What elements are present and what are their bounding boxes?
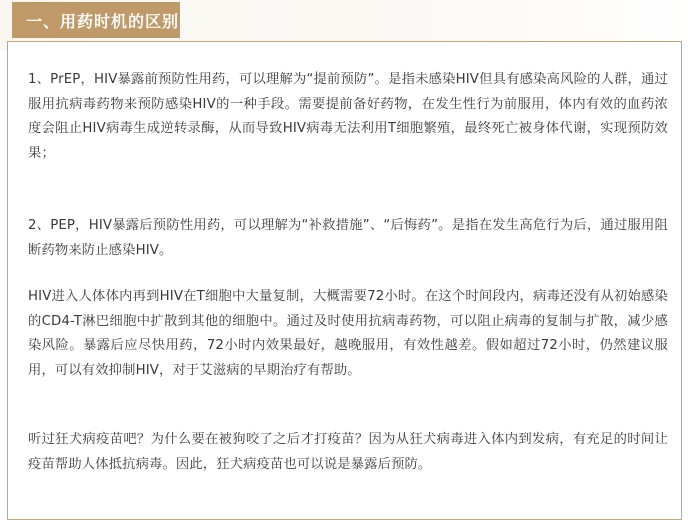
paragraph-rabies-vaccine: 听过狂犬病疫苗吧？为什么要在被狗咬了之后才打疫苗？因为从狂犬病毒进入体内到发病，有充足的时间让疫苗帮助人体抵抗病毒。因此，狂犬病疫苗也可以说是暴露后预防。 <box>28 432 668 472</box>
section-title-tab <box>12 2 180 38</box>
content-box <box>7 41 682 520</box>
paragraph-pep: 2、PEP，HIV暴露后预防性用药，可以理解为“补救措施”、“后悔药”。是指在发生高危行为后，通过服用阻断药物来防止感染HIV。 <box>28 218 668 258</box>
paragraph-prep: 1、PrEP，HIV暴露前预防性用药，可以理解为“提前预防”。是指未感染HIV但具有感染高风险的人群，通过服用抗病毒药物来预防感染HIV的一种手段。需要提前备好药物，在发生性行为前服用，体内有效的血药浓度会阻止HIV病毒生成逆转录酶，从而导致HIV病毒无法利用T细胞繁殖，最终死亡被身体代谢，实现预防效果； <box>28 72 668 161</box>
paragraph-hiv-72-hours: HIV进入人体体内再到HIV在T细胞中大量复制，大概需要72小时。在这个时间段内，病毒还没有从初始感染的CD4-T淋巴细胞中扩散到其他的细胞中。通过及时使用抗病毒药物，可以阻止病毒的复制与扩散，减少感染风险。暴露后应尽快用药，72小时内效果最好，越晚服用，有效性越差。假如超过72小时，仍然建议服用，可以有效抑制HIV，对于艾滋病的早期治疗有帮助。 <box>28 289 668 378</box>
section-title: 一、用药时机的区别 <box>26 11 180 31</box>
